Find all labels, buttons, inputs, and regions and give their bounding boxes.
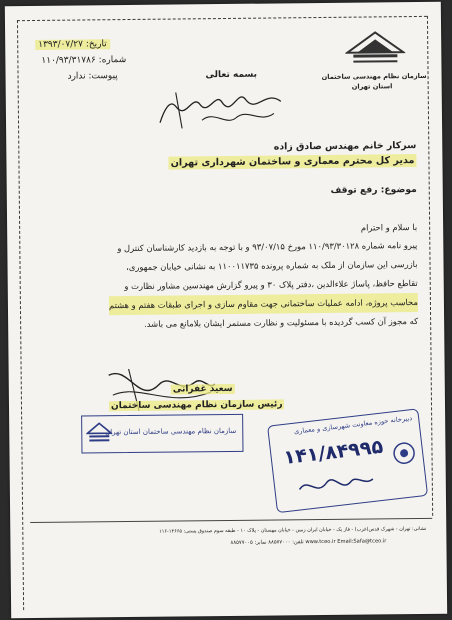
subject-line: موضوع: رفع توقف bbox=[330, 183, 417, 196]
dashed-border-right bbox=[427, 16, 433, 516]
org-stamp bbox=[81, 414, 243, 454]
attachment-line: پیوست: ندارد bbox=[67, 71, 118, 82]
recipient-line2: مدیر کل محترم معماری و ساختمان شهرداری تهران bbox=[169, 154, 417, 170]
body-line-1: پیرو نامه شماره ۱۱۰/۹۳/۳۰۱۲۸ مورخ ۹۳/۰۷/۱۵ و با توجه به بازدید کارشناسان کنترل و bbox=[117, 239, 418, 254]
org-logo-icon bbox=[345, 30, 405, 71]
body-line-3: تقاطع حافظ، پاساژ علاءالدین ،دفتر پلاک ۳۰ و پیرو گزارش مهندسین مشاور نظارت و bbox=[124, 277, 418, 292]
receipt-number: ۱۴۱/۸۴۹۹۵ bbox=[282, 435, 385, 469]
footer-contact: www.tceo.ir Email:Safa@tceo.ir تلفن: ۸۸۵۷۷۰۰۰ نمابر: ۸۸۵۷۷۰۰۵ bbox=[230, 538, 387, 546]
receipt-stamp bbox=[267, 408, 428, 513]
footer-address: نشانی: تهران - شهرک قدس(غرب) - فاز یک - خیابان ایران زمین - خیابان مهستان - پلاک ۱۰ - طبقه سوم صندوق پستی: ۱۴۶۶۵-۱۱۶ bbox=[159, 525, 427, 535]
receipt-stamp-header: دبیرخانه حوزه معاونت شهرسازی و معماری bbox=[293, 414, 413, 436]
letter-sheet bbox=[5, 2, 447, 619]
invocation-text: بسمه تعالی bbox=[205, 69, 258, 81]
footer-rule bbox=[30, 518, 432, 523]
greeting: با سلام و احترام bbox=[360, 221, 418, 233]
receipt-handwriting bbox=[294, 467, 376, 502]
signer-title: رئیس سازمان نظام مهندسی ساختمان bbox=[110, 399, 283, 412]
org-name-line2: استان تهران bbox=[351, 82, 393, 91]
org-name-line1: سازمان نظام مهندسی ساختمان bbox=[321, 71, 427, 81]
date-line: تاریخ: ۱۳۹۳/۰۷/۲۷ bbox=[35, 39, 110, 50]
org-stamp-text: سازمان نظام مهندسی ساختمان استان تهران bbox=[104, 426, 237, 437]
dashed-border-top bbox=[17, 16, 427, 21]
body-line-2: بازرسی این سازمان از ملک به شماره پرونده ۱۱۰۰۱۱۷۳۵ به نشانی خیابان جمهوری، bbox=[126, 258, 418, 273]
body-line-5: که مجوز آن کسب گردیده با مسئولیت و نظارت مستمر ایشان بلامانع می باشد. bbox=[144, 315, 419, 329]
receipt-emblem-icon bbox=[391, 440, 418, 467]
dashed-border-left bbox=[17, 20, 24, 610]
signer-name: سعید غفرانی bbox=[172, 383, 233, 395]
handwritten-note bbox=[156, 83, 287, 134]
recipient-line1: سرکار خانم مهندس صادق زاده bbox=[273, 139, 417, 153]
body-line-4: محاسب پروژه، ادامه عملیات ساختمانی جهت مقاوم سازی و اجرای طبقات هفتم و هشتم bbox=[109, 293, 418, 315]
number-line: شماره: ۱۱۰/۹۳/۳۱۷۸۶ bbox=[41, 55, 127, 66]
